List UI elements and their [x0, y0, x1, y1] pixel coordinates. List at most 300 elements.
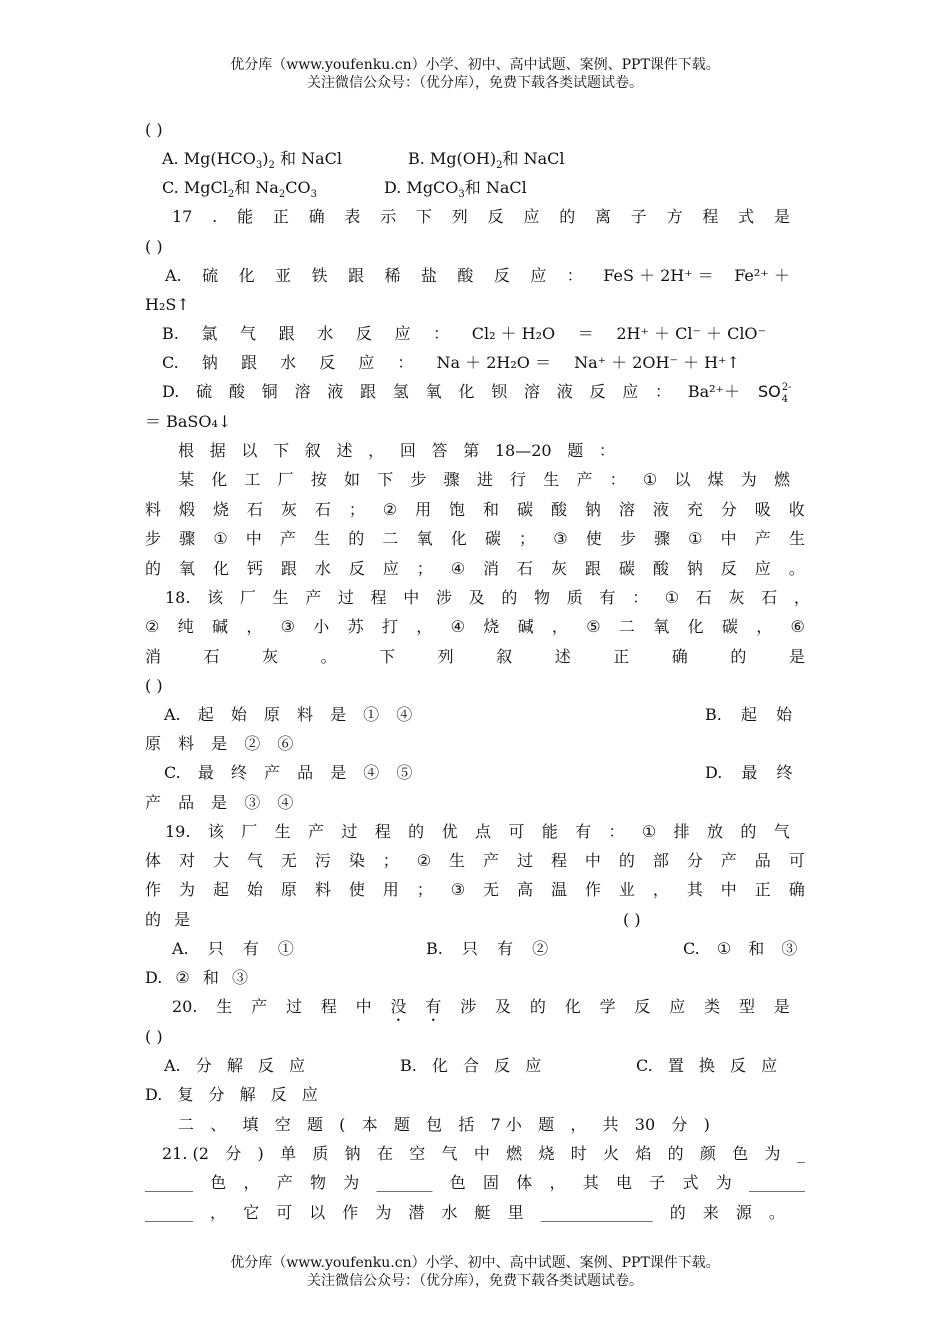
text-token: 色 [210, 1173, 227, 1192]
text-token: 产 [276, 1173, 293, 1192]
text-token: 有 [575, 822, 592, 841]
text-token: 跟 [240, 353, 257, 372]
text-token: ： [433, 324, 450, 343]
text-token: 子 [649, 1173, 666, 1192]
text-token: 题 [538, 1115, 555, 1134]
text-token: Na ＋ 2H₂O ＝ [436, 353, 551, 372]
text-token: 起 [212, 880, 229, 899]
text-token: 正 [754, 880, 771, 899]
text-token: 方 [666, 207, 683, 226]
text-token: ， [210, 1203, 227, 1222]
text-token: ， [246, 617, 263, 636]
text-token: 反 [720, 559, 737, 578]
text-token: 以 [309, 1203, 326, 1222]
q16-options-cd [145, 177, 805, 199]
text-token: 应 [394, 324, 411, 343]
text-token: ， [243, 1173, 260, 1192]
q19-option-c: C. ① 和 ③ [683, 939, 798, 958]
text-token: 填 [242, 1115, 259, 1134]
passage-line-4 [145, 558, 805, 580]
text-token: 硫 [196, 382, 213, 401]
text-token: A. [165, 266, 182, 285]
text-token: 空 [274, 1115, 291, 1134]
text-token: ⑤ [586, 617, 601, 636]
text-token: 该 [207, 822, 224, 841]
q20-emphasis-2: 有 [425, 997, 442, 1016]
text-token: 灰 [550, 559, 567, 578]
text-token: 进 [476, 470, 493, 489]
text-token: 以 [674, 470, 691, 489]
text-token: 按 [310, 470, 327, 489]
text-token: 体 [516, 1173, 533, 1192]
text-token: 氧 [178, 559, 195, 578]
text-token: 石 [203, 647, 220, 666]
text-token: Ba²⁺＋ [687, 382, 740, 401]
q19-options-abc [145, 938, 805, 960]
text-token: 气 [246, 851, 263, 870]
text-token: ： [598, 441, 615, 460]
text-token: 跟 [278, 324, 295, 343]
text-token: ④ [450, 559, 466, 578]
q16-option-b: B. $Mg(OH)_2$和 NaCl [408, 149, 565, 172]
text-token: 产 [720, 851, 737, 870]
text-token: 其 [686, 880, 703, 899]
q18-option-d-cont: 产 品 是 ③ ④ [145, 793, 294, 812]
text-token: 反 [487, 207, 504, 226]
text-token: 钠 [584, 500, 601, 519]
text-token: 质 [312, 1144, 329, 1163]
text-token: 20. [172, 997, 198, 1016]
text-token: 部 [652, 851, 669, 870]
text-token: 括 [458, 1115, 475, 1134]
text-token: 厂 [239, 588, 256, 607]
text-token: 中 [584, 851, 601, 870]
text-token: 氧 [653, 617, 670, 636]
text-token: 化 [211, 470, 228, 489]
text-token: 能 [541, 822, 558, 841]
q18-option-a: A. 起 始 原 料 是 ① ④ [164, 705, 413, 724]
q20-emphasis-1: 没 [390, 997, 407, 1016]
text-token: 品 [754, 851, 771, 870]
text-token: 分 [720, 500, 737, 519]
text-token: 物 [309, 1173, 326, 1192]
text-token: 充 [686, 500, 703, 519]
text-token: 2H⁺ ＋ Cl⁻ ＋ ClO⁻ [616, 324, 766, 343]
q20-option-d: D. 复 分 解 反 应 [145, 1085, 318, 1104]
text-token: 碱 [211, 617, 228, 636]
q19-line-4 [145, 909, 805, 931]
text-token: 分 [671, 1115, 688, 1134]
text-token: 下 [273, 441, 290, 460]
text-token: 为 [178, 880, 195, 899]
text-token: Na⁺ ＋ 2OH⁻ ＋ H⁺↑ [574, 353, 740, 372]
text-token: ( [339, 1115, 346, 1134]
text-token: 18—20 [494, 441, 552, 460]
text-token: 小 [313, 617, 330, 636]
text-token: 该 [207, 588, 224, 607]
text-token: 类 [704, 997, 721, 1016]
text-token: 正 [272, 207, 289, 226]
text-token: 气 [240, 324, 257, 343]
text-token: 石 [314, 500, 331, 519]
text-token: ； [348, 500, 365, 519]
text-token: 钡 [491, 382, 508, 401]
text-token: ： [609, 470, 626, 489]
text-token: FeS ＋ 2H⁺ ＝ [603, 266, 714, 285]
text-token: 可 [508, 822, 525, 841]
text-token: 学 [599, 997, 616, 1016]
text-token: 颜 [699, 1144, 716, 1163]
text-token: 叙 [496, 647, 513, 666]
q18-line-3 [145, 646, 805, 668]
text-token: 18. [165, 588, 191, 607]
text-token: 、 [210, 1115, 227, 1134]
text-token: 用 [382, 880, 399, 899]
text-token: 打 [381, 617, 398, 636]
text-token: 30 [634, 1115, 656, 1134]
text-token: 叙 [304, 441, 321, 460]
text-token: ， [368, 441, 385, 460]
text-token: ＝ [577, 324, 594, 343]
q21-line-2 [145, 1172, 805, 1194]
text-token: 固 [482, 1173, 499, 1192]
text-token: 染 [348, 851, 365, 870]
q18-option-c: C. 最 终 产 品 是 ④ ⑤ [164, 763, 413, 782]
text-token: 溶 [523, 382, 540, 401]
text-token: 业 [618, 880, 635, 899]
text-token: 色 [732, 1144, 749, 1163]
text-token: 程 [550, 851, 567, 870]
text-token: 质 [566, 588, 583, 607]
text-token: 行 [510, 470, 527, 489]
text-token: 下 [416, 207, 433, 226]
text-token: Fe²⁺ ＋ [734, 266, 790, 285]
text-token: ② [145, 617, 160, 636]
text-token: 料 [314, 880, 331, 899]
text-token: 时 [570, 1144, 587, 1163]
text-token: 正 [613, 647, 630, 666]
text-token: 铁 [311, 266, 328, 285]
text-token: 单 [280, 1144, 297, 1163]
text-token: 中 [720, 529, 737, 548]
q19-option-d: D. ② 和 ③ [145, 968, 248, 987]
text-token: 能 [237, 207, 254, 226]
text-token: 料 [145, 500, 162, 519]
text-token: 石 [246, 500, 263, 519]
text-token: 下 [377, 470, 394, 489]
footer-line-2: 关注微信公众号：（优分库），免费下载各类试题试卷。 [307, 1273, 643, 1289]
text-token: 灰 [280, 500, 297, 519]
q18-options-cd [145, 762, 805, 784]
text-token: 源 [735, 1203, 752, 1222]
text-token: 使 [585, 529, 602, 548]
text-token: 为 [715, 1173, 732, 1192]
text-token: 液 [327, 382, 344, 401]
text-token: 步 [410, 470, 427, 489]
text-token: 步 [619, 529, 636, 548]
text-token: 生 [272, 588, 289, 607]
text-token: ： [566, 266, 583, 285]
text-token: 烧 [483, 617, 500, 636]
text-token: 大 [212, 851, 229, 870]
text-token: 是 [773, 997, 790, 1016]
text-token: 中 [403, 588, 420, 607]
text-token: 骤 [443, 470, 460, 489]
text-token: 碳 [721, 617, 738, 636]
text-token: 过 [516, 851, 533, 870]
text-token: 可 [788, 851, 805, 870]
text-token: _______ [748, 1173, 805, 1192]
text-token: 子 [630, 207, 647, 226]
text-token: 收 [788, 500, 805, 519]
text-token: 厂 [241, 822, 258, 841]
q19-line-4-text: 的 是 [145, 910, 191, 929]
text-token: 燃 [773, 470, 790, 489]
text-token: 气 [441, 1144, 458, 1163]
text-token: 二 [382, 529, 399, 548]
text-token: 确 [671, 647, 688, 666]
text-token: 产 [754, 529, 771, 548]
text-token: 产 [251, 997, 268, 1016]
text-token: 排 [673, 822, 690, 841]
text-token: ① [641, 822, 657, 841]
text-token: 和 [483, 500, 500, 519]
text-token: 7 小 [490, 1115, 522, 1134]
text-token: 艇 [474, 1203, 491, 1222]
text-token: 化 [238, 266, 255, 285]
text-token: 程 [320, 997, 337, 1016]
text-token: 。 [788, 559, 805, 578]
text-token: 及 [468, 588, 485, 607]
text-token: 骤 [654, 529, 671, 548]
header-line-1: 优分库（www.youfenku.cn）小学、初中、高中试题、案例、PPT课件下载。 [230, 57, 720, 73]
q18-bracket: ( ) [145, 676, 163, 695]
text-token: 酸 [652, 559, 669, 578]
q18-option-b: B. 起 始 [705, 705, 793, 724]
text-token: 钙 [246, 559, 263, 578]
text-token: ① [688, 529, 703, 548]
q16-option-a: A. $Mg(HCO_3)_2$ 和 NaCl [162, 149, 342, 172]
text-token: 亚 [275, 266, 292, 285]
text-token: 对 [178, 851, 195, 870]
text-token: ① [642, 470, 658, 489]
text-token: 来 [702, 1203, 719, 1222]
text-token: 饱 [449, 500, 466, 519]
text-token: 反 [634, 997, 651, 1016]
text-token: ______ [145, 1203, 193, 1222]
q17-option-c [162, 352, 740, 374]
text-token: 碳 [618, 559, 635, 578]
text-token: ： [397, 353, 414, 372]
text-token: 中 [720, 880, 737, 899]
text-token: 使 [348, 880, 365, 899]
text-token: 生 [543, 470, 560, 489]
text-token: 生 [788, 529, 805, 548]
text-token: 分 [225, 1144, 242, 1163]
text-token: ： [655, 382, 672, 401]
text-token: 吸 [754, 500, 771, 519]
text-token: 铜 [261, 382, 278, 401]
text-token: 气 [773, 822, 790, 841]
text-token: 产 [279, 529, 296, 548]
q18-line-2 [145, 616, 805, 638]
text-token: 无 [280, 851, 297, 870]
text-token: 过 [285, 997, 302, 1016]
text-token: 水 [441, 1203, 458, 1222]
q18-option-b-cont: 原 料 是 ② ⑥ [145, 734, 294, 753]
text-token: 的 [501, 588, 518, 607]
text-token: 物 [534, 588, 551, 607]
text-token: 氢 [392, 382, 409, 401]
text-token: 为 [764, 1144, 781, 1163]
text-token: 为 [375, 1203, 392, 1222]
text-token: 里 [507, 1203, 524, 1222]
text-token: ； [519, 529, 536, 548]
text-token: 涉 [435, 588, 452, 607]
text-token: 潜 [408, 1203, 425, 1222]
text-token: ， [551, 617, 568, 636]
text-token: _______ [376, 1173, 433, 1192]
text-token: ④ [450, 617, 465, 636]
text-token: 的 [408, 822, 425, 841]
text-token: 答 [431, 441, 448, 460]
text-token: ， [570, 1115, 587, 1134]
text-token: 石 [516, 559, 533, 578]
q16-options-ab [145, 148, 805, 170]
text-token: 空 [409, 1144, 426, 1163]
text-token: 烧 [538, 1144, 555, 1163]
text-token: 化 [450, 529, 467, 548]
passage-line-1 [178, 469, 790, 491]
text-token: 焰 [635, 1144, 652, 1163]
text-token: 氧 [425, 382, 442, 401]
text-token: 19. [165, 822, 191, 841]
text-token: 酸 [457, 266, 474, 285]
text-token: 液 [556, 382, 573, 401]
text-token: 题 [393, 1115, 410, 1134]
q17-bracket: ( ) [145, 237, 163, 256]
text-token: ② [416, 851, 432, 870]
text-token: . [212, 207, 218, 226]
text-token: 作 [584, 880, 601, 899]
text-token: 的 [559, 207, 576, 226]
text-token: 燃 [506, 1144, 523, 1163]
text-token: 石 [695, 588, 712, 607]
text-token: 硫 [202, 266, 219, 285]
text-token: 优 [441, 822, 458, 841]
q19-bracket: ( ) [623, 910, 641, 929]
q19-line-1 [165, 821, 790, 843]
text-token: 点 [474, 822, 491, 841]
text-token: 钠 [201, 353, 218, 372]
text-token: 应 [754, 559, 771, 578]
text-token: 确 [308, 207, 325, 226]
text-token: 17 [172, 207, 193, 226]
text-token: 。 [768, 1203, 785, 1222]
text-token: _ [796, 1144, 805, 1163]
text-token: 反 [355, 324, 372, 343]
text-token: 的 [667, 1144, 684, 1163]
q18-options-ab [145, 704, 805, 726]
text-token: 火 [603, 1144, 620, 1163]
text-token: 碱 [517, 617, 534, 636]
text-token: 生 [449, 851, 466, 870]
text-token: ； [416, 559, 433, 578]
passage-line-3 [145, 528, 805, 550]
text-token: 应 [523, 207, 540, 226]
text-token: ② [382, 500, 398, 519]
q21-line-1 [162, 1143, 805, 1165]
text-token: 述 [554, 647, 571, 666]
q20-option-c: C. 置 换 反 应 [636, 1056, 778, 1075]
passage-intro [178, 440, 615, 462]
text-token: 中 [245, 529, 262, 548]
q19-option-b: B. 只 有 ② [426, 939, 549, 958]
q16-option-c: C. MgCl$_2$和 $Na_2CO_3$ [162, 178, 317, 201]
text-token: ； [382, 851, 399, 870]
text-token: ① [213, 529, 228, 548]
text-token: 的 [618, 851, 635, 870]
text-token: 酸 [228, 382, 245, 401]
q20-option-b: B. 化 合 反 应 [400, 1056, 542, 1075]
q20-option-a: A. 分 解 反 应 [164, 1056, 305, 1075]
text-token: 烧 [212, 500, 229, 519]
text-token: 以 [241, 441, 258, 460]
text-token: 中 [473, 1144, 490, 1163]
header-line-2: 关注微信公众号：（优分库），免费下载各类试题试卷。 [307, 75, 643, 91]
text-token: 消 [483, 559, 500, 578]
text-token: 21. (2 [162, 1144, 209, 1163]
text-token: 钠 [686, 559, 703, 578]
text-token: 程 [370, 588, 387, 607]
text-token: 水 [314, 559, 331, 578]
text-token: ： [632, 588, 649, 607]
q17-stem [172, 206, 790, 228]
text-token: 跟 [347, 266, 364, 285]
text-token: 二 [178, 1115, 195, 1134]
text-token: 题 [567, 441, 584, 460]
q17-option-d-sulfate: SO 2- 4 [758, 382, 792, 405]
text-token: C. [162, 353, 179, 372]
text-token: 应 [382, 559, 399, 578]
text-token: 如 [344, 470, 361, 489]
text-token: ③ [280, 617, 295, 636]
text-token: ③ [553, 529, 568, 548]
text-token: 它 [243, 1203, 260, 1222]
text-token: 中 [355, 997, 372, 1016]
section-2-title [178, 1114, 710, 1136]
text-token: 液 [652, 500, 669, 519]
text-token: 纯 [177, 617, 194, 636]
text-token: 钠 [344, 1144, 361, 1163]
text-token: Cl₂ ＋ H₂O [471, 324, 556, 343]
text-token: 氧 [416, 529, 433, 548]
text-token: ， [652, 880, 669, 899]
text-token: 碳 [484, 529, 501, 548]
text-token: 石 [761, 588, 778, 607]
text-token: 消 [145, 647, 162, 666]
text-token: 为 [740, 470, 757, 489]
text-token: ) [703, 1115, 710, 1134]
text-token: 过 [341, 822, 358, 841]
text-token: 色 [449, 1173, 466, 1192]
text-token: 是 [788, 647, 805, 666]
text-token: 水 [317, 324, 334, 343]
text-token: 溶 [294, 382, 311, 401]
q16-option-d: D. MgCO$_3$和 NaCl [384, 178, 527, 201]
text-token: 反 [493, 266, 510, 285]
text-token: 灰 [728, 588, 745, 607]
